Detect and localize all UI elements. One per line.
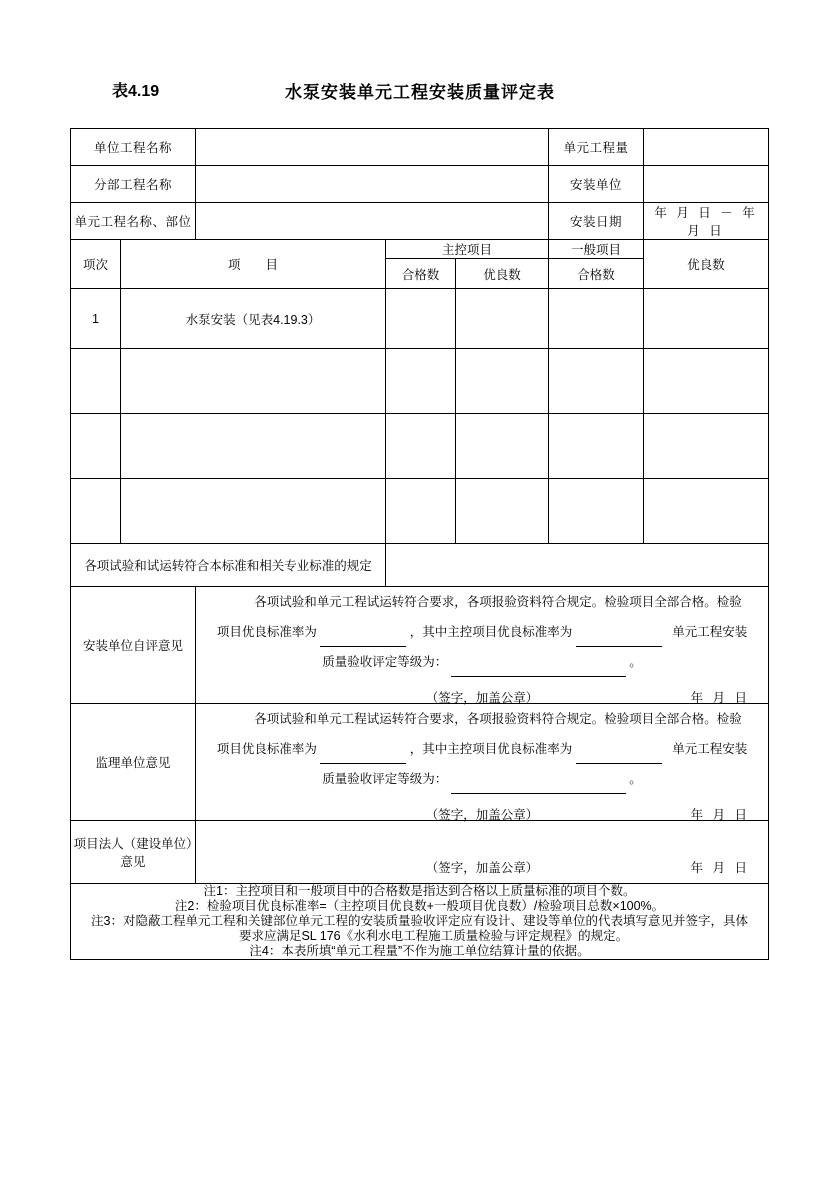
row-general-excellent[interactable] [644, 289, 769, 349]
footnote-3-cont: 要求应满足SL 176《水利水电工程施工质量检验与评定规程》的规定。 [238, 929, 629, 943]
row-main-qualified[interactable] [386, 349, 456, 414]
page-title: 水泵安装单元工程安装质量评定表 [285, 83, 555, 102]
table-row [71, 203, 769, 240]
row-general-excellent[interactable] [644, 479, 769, 544]
install-opinion-text-2b: ，其中主控项目优良标准率为 [409, 625, 573, 639]
row-index [71, 349, 121, 414]
supervision-opinion-text-1: 各项试验和单元工程试运转符合要求，各项报验资料符合规定。检验项目全部合格。检验 [254, 712, 742, 726]
install-opinion-text-1: 各项试验和单元工程试运转符合要求，各项报验资料符合规定。检验项目全部合格。检验 [254, 595, 742, 609]
unit-project-name-value[interactable] [196, 129, 549, 166]
evaluation-form-table [70, 128, 769, 960]
supervision-main-excellent-rate-blank[interactable] [576, 748, 662, 764]
row-main-qualified[interactable] [386, 414, 456, 479]
title-row [70, 78, 770, 108]
col-header-main-qualified: 合格数 [386, 259, 456, 289]
row-main-excellent[interactable] [456, 349, 549, 414]
col-header-item: 项 目 [121, 240, 386, 289]
footnote-2: 注2：检验项目优良标准率=（主控项目优良数+一般项目优良数）/检验项目总数×100%。 [174, 899, 665, 913]
footnotes-cell [71, 884, 769, 960]
supervision-unit-opinion-row [71, 704, 769, 821]
install-excellent-rate-blank[interactable] [320, 631, 406, 647]
table-row [71, 349, 769, 414]
install-date-label: 安装日期 [549, 203, 644, 240]
table-row [71, 479, 769, 544]
row-main-qualified[interactable] [386, 479, 456, 544]
col-header-main-excellent: 优良数 [456, 259, 549, 289]
install-date-value[interactable]: 年 月 日 － 年 月 日 [644, 203, 769, 240]
install-main-excellent-rate-blank[interactable] [576, 631, 662, 647]
legal-person-opinion-body[interactable] [196, 821, 769, 884]
install-opinion-text-2a: 项目优良标准率为 [216, 625, 317, 639]
table-header-row [71, 240, 769, 259]
table-row [71, 129, 769, 166]
footnote-3: 注3：对隐蔽工程单元工程和关键部位单元工程的安装质量验收评定应有设计、建设等单位的代表填写意见并签字，具体 [91, 914, 748, 928]
legal-person-opinion-label: 项目法人（建设单位）意见 [71, 821, 196, 884]
row-item-name[interactable] [121, 349, 386, 414]
row-general-qualified[interactable] [549, 289, 644, 349]
install-signature-note: （签字，加盖公章） [425, 691, 539, 705]
legal-signature-note: （签字，加盖公章） [425, 861, 539, 875]
install-signature-date[interactable]: 年 月 日 [690, 691, 751, 705]
row-general-excellent[interactable] [644, 414, 769, 479]
install-grade-blank[interactable] [451, 661, 626, 677]
table-row [71, 414, 769, 479]
unit-project-part-value[interactable] [196, 203, 549, 240]
division-project-name-value[interactable] [196, 166, 549, 203]
row-item-name: 水泵安装（见表4.19.3） [121, 289, 386, 349]
supervision-excellent-rate-blank[interactable] [320, 748, 406, 764]
install-unit-label: 安装单位 [549, 166, 644, 203]
supervision-unit-opinion-label: 监理单位意见 [71, 704, 196, 821]
supervision-grade-blank[interactable] [451, 778, 626, 794]
install-unit-opinion-row [71, 587, 769, 704]
supervision-opinion-text-2a: 项目优良标准率为 [216, 742, 317, 756]
table-row [71, 289, 769, 349]
col-header-general-qualified: 合格数 [549, 259, 644, 289]
unit-quantity-value[interactable] [644, 129, 769, 166]
row-item-name[interactable] [121, 414, 386, 479]
unit-quantity-label: 单元工程量 [549, 129, 644, 166]
supervision-unit-opinion-body [196, 704, 769, 821]
row-item-name[interactable] [121, 479, 386, 544]
col-header-general-excellent: 优良数 [644, 240, 769, 289]
table-row [71, 166, 769, 203]
row-main-excellent[interactable] [456, 414, 549, 479]
row-main-qualified[interactable] [386, 289, 456, 349]
install-unit-opinion-body [196, 587, 769, 704]
supervision-opinion-text-3b: 。 [629, 772, 642, 786]
footnotes-row [71, 884, 769, 960]
supervision-signature-note: （签字，加盖公章） [425, 808, 539, 822]
install-unit-value[interactable] [644, 166, 769, 203]
col-header-general-items: 一般项目 [549, 240, 644, 259]
supervision-opinion-text-3: 质量验收评定等级为： [322, 772, 448, 786]
table-number: 表4.19 [112, 83, 160, 100]
col-header-main-items: 主控项目 [386, 240, 549, 259]
supervision-signature-date[interactable]: 年 月 日 [690, 808, 751, 822]
supervision-opinion-text-2b: ，其中主控项目优良标准率为 [409, 742, 573, 756]
test-requirement-label: 各项试验和试运转符合本标准和相关专业标准的规定 [71, 544, 386, 587]
row-general-qualified[interactable] [549, 349, 644, 414]
unit-project-part-label: 单元工程名称、部位 [71, 203, 196, 240]
legal-person-opinion-row [71, 821, 769, 884]
col-header-index: 项次 [71, 240, 121, 289]
install-opinion-text-2c: 单元工程安装 [672, 625, 748, 639]
footnote-1: 注1：主控项目和一般项目中的合格数是指达到合格以上质量标准的项目个数。 [203, 884, 636, 898]
legal-signature-date[interactable]: 年 月 日 [690, 861, 751, 875]
row-main-excellent[interactable] [456, 289, 549, 349]
unit-project-name-label: 单位工程名称 [71, 129, 196, 166]
division-project-name-label: 分部工程名称 [71, 166, 196, 203]
test-requirement-value[interactable] [386, 544, 769, 587]
install-opinion-text-3: 质量验收评定等级为： [322, 655, 448, 669]
row-general-excellent[interactable] [644, 349, 769, 414]
install-opinion-text-3b: 。 [629, 655, 642, 669]
row-index [71, 414, 121, 479]
row-index [71, 479, 121, 544]
row-general-qualified[interactable] [549, 479, 644, 544]
supervision-opinion-text-2c: 单元工程安装 [672, 742, 748, 756]
row-general-qualified[interactable] [549, 414, 644, 479]
row-index: 1 [71, 289, 121, 349]
install-unit-opinion-label: 安装单位自评意见 [71, 587, 196, 704]
test-requirement-row [71, 544, 769, 587]
row-main-excellent[interactable] [456, 479, 549, 544]
footnote-4: 注4：本表所填“单元工程量”不作为施工单位结算计量的依据。 [249, 944, 590, 958]
